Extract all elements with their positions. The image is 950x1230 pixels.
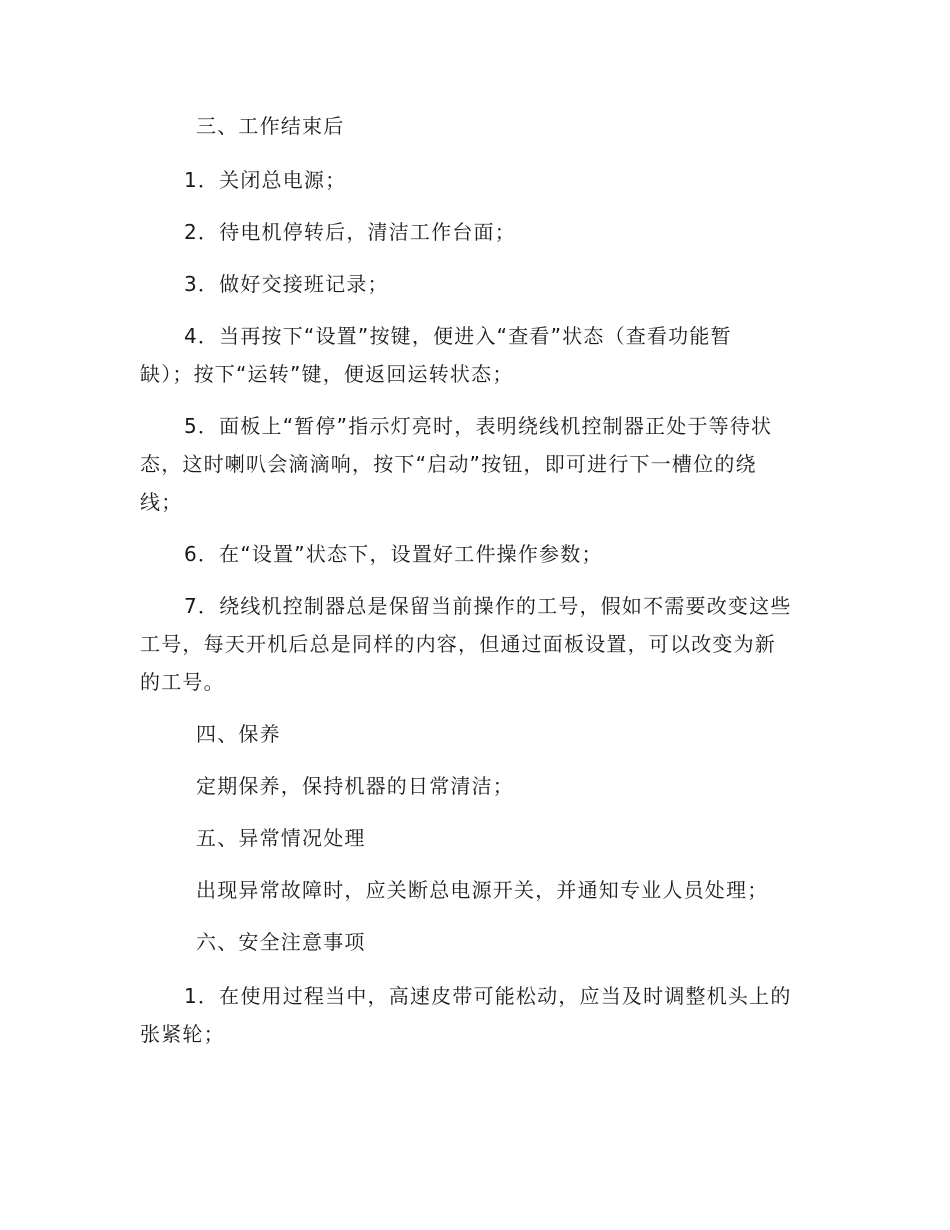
list-item-7-line-3: 的工号。 xyxy=(140,670,225,694)
list-item-6: 6．在“设置”状态下，设置好工件操作参数； xyxy=(184,542,603,566)
section-heading-work-end: 三、工作结束后 xyxy=(196,114,345,138)
list-item-4-line-1: 4．当再按下“设置”按键，便进入“查看”状态（查看功能暂 xyxy=(184,324,732,348)
paragraph-maintenance: 定期保养，保持机器的日常清洁； xyxy=(196,774,514,798)
list-item-5-line-2: 态，这时喇叭会滴滴响，按下“启动”按钮，即可进行下一槽位的绕 xyxy=(140,452,757,476)
list-item-2: 2．待电机停转后，清洁工作台面； xyxy=(184,220,516,244)
list-item-7-line-2: 工号，每天开机后总是同样的内容，但通过面板设置，可以改变为新 xyxy=(140,632,776,656)
section-heading-abnormal: 五、异常情况处理 xyxy=(196,826,366,850)
list-item-5-line-3: 线； xyxy=(140,490,183,514)
safety-item-1-line-2: 张紧轮； xyxy=(140,1022,225,1046)
list-item-3: 3．做好交接班记录； xyxy=(184,272,389,296)
list-item-1: 1．关闭总电源； xyxy=(184,168,347,192)
section-heading-safety: 六、安全注意事项 xyxy=(196,930,366,954)
safety-item-1-line-1: 1．在使用过程当中，高速皮带可能松动，应当及时调整机头上的 xyxy=(184,984,792,1008)
section-heading-maintenance: 四、保养 xyxy=(196,722,281,746)
list-item-7-line-1: 7．绕线机控制器总是保留当前操作的工号，假如不需要改变这些 xyxy=(184,594,792,618)
list-item-5-line-1: 5．面板上“暂停”指示灯亮时，表明绕线机控制器正处于等待状 xyxy=(184,414,773,438)
paragraph-abnormal: 出现异常故障时，应关断总电源开关，并通知专业人员处理； xyxy=(196,878,769,902)
list-item-4-line-2: 缺）；按下“运转”键，便返回运转状态； xyxy=(140,362,514,386)
